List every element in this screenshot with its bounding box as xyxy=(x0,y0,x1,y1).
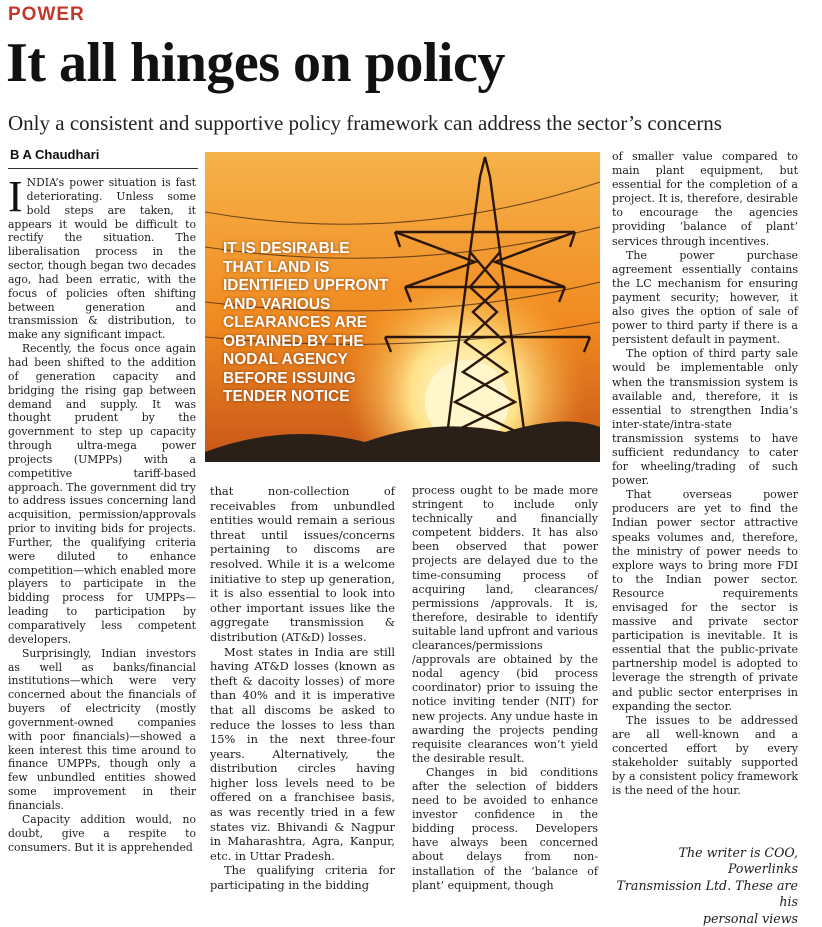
byline: B A Chaudhari xyxy=(10,147,100,162)
column-3 xyxy=(412,484,598,893)
section-label: POWER xyxy=(8,4,85,25)
author-note xyxy=(612,845,798,927)
paragraph: The option of third party sale would be implementable only when the transmission system is available and, therefore, it is essential to strengthen India’s inter-state/intra-state transmission systems to have sufficient redundancy to cater for wheeling/trading of such power. xyxy=(612,347,798,488)
paragraph: that non-collection of receivables from unbundled entities would remain a serious threat until issues/concerns pertaining to discoms are resolved. While it is a welcome initiative to step up generation, it is also essential to look into other important issues like the aggregate transmission & distribution (AT&D) losses. xyxy=(210,484,395,644)
paragraph: That overseas power producers are yet to find the Indian power sector attractive speaks volumes and, therefore, the ministry of power needs to explore ways to bring more FDI to the Indian power sector. Resource requirements envisaged for the sector is massive and private sector participation is inevitable. It is essential that the public-private partnership model is adopted to leverage the strength of private and public sector enterprises in expanding the sector. xyxy=(612,488,798,713)
paragraph: process ought to be made more stringent to include only technically and financially competent bidders. It has also been observed that power projects are delayed due to the time-consuming process of acquiring land, clearances/ permissions /approvals. It is, therefore, desirable to identify suitable land upfront and various clearances/permissions /approvals are obtained by the nodal agency (bid process coordinator) prior to issuing the notice inviting tender (NIT) for new projects. Any undue haste in awarding the projects pending requisite clearances won’t yield the desirable result. xyxy=(412,484,598,765)
column-1 xyxy=(8,172,196,854)
headline: It all hinges on policy xyxy=(6,32,505,94)
paragraph: Recently, the focus once again had been shifted to the addition of generation capacity and bridging the rising gap between demand and supply. It was thought prudent by the government to step up capacity through ultra-mega power projects (UMPPs) with a competitive tariff-based approach. The government did try to address issues concerning land acquisition, permission/approvals prior to inviting bids for projects. Further, the qualifying criteria were diluted to enhance competition—which enabled more players to participate in the bidding process for UMPPs—leading to participation by comparatively less competent developers. xyxy=(8,342,196,646)
author-note-line: The writer is COO, Powerlinks xyxy=(678,845,798,877)
column-2 xyxy=(210,484,395,893)
drop-cap: I xyxy=(8,172,23,221)
paragraph: The power purchase agreement essentially contains the LC mechanism for ensuring payment security; however, it also gives the option of sale of power to third party if there is a persistent default in payment. xyxy=(612,248,798,347)
author-note-line: personal views xyxy=(702,910,798,926)
paragraph-text: NDIA’s power situation is fast deteriorating. Unless some bold steps are taken, it appears it would be difficult to rectify the situation. The liberalisation process in the sector, though began two decades ago, had been erratic, with the focus of policies often shifting between generation and transmission & distribution, to make any significant impact. xyxy=(8,176,196,342)
author-note-line: Transmission Ltd. These are his xyxy=(616,877,798,910)
paragraph: The issues to be addressed are all well-known and a concerted effort by every stakeholder suitably supported by a consistent policy framework is the need of the hour. xyxy=(612,713,798,798)
byline-rule xyxy=(8,168,198,169)
paragraph: The qualifying criteria for participating in the bidding xyxy=(210,863,395,893)
paragraph: Surprisingly, Indian investors as well as banks/financial institutions—which were very concerned about the financials of buyers of electricity (mostly government-owned companies with poor financials)—showed a keen interest this time around to finance UMPPs, though only a few unbundled entities showed some improvement in their financials. xyxy=(8,646,196,812)
pull-quote: IT IS DESIRABLE THAT LAND IS IDENTIFIED UPFRONT AND VARIOUS CLEARANCES ARE OBTAINED BY THE NODAL AGENCY BEFORE ISSUING TENDER NOTICE xyxy=(223,240,389,405)
paragraph xyxy=(8,172,196,342)
paragraph: Changes in bid conditions after the selection of bidders need to be avoided to enhance investor confidence in the bidding process. Developers have always been concerned about delays from non-installation of the ‘balance of plant’ equipment, though xyxy=(412,765,598,892)
column-4 xyxy=(612,150,798,798)
paragraph: Most states in India are still having AT&D losses (known as theft & dacoity losses) of more than 40% and it is imperative that all discoms be asked to reduce the losses to less than 15% in the next three-four years. Alternatively, the distribution circles having higher loss levels need to be offered on a franchisee basis, as was recently tried in a few states viz. Bhivandi & Nagpur in Maharashtra, Agra, Kanpur, etc. in Uttar Pradesh. xyxy=(210,644,395,863)
standfirst: Only a consistent and supportive policy framework can address the sector’s concerns xyxy=(8,111,722,135)
paragraph: Capacity addition would, no doubt, give a respite to consumers. But it is apprehended xyxy=(8,812,196,854)
paragraph: of smaller value compared to main plant equipment, but essential for the completion of a project. It is, therefore, desirable to encourage the agencies providing ‘balance of plant’ services through incentives. xyxy=(612,150,798,248)
